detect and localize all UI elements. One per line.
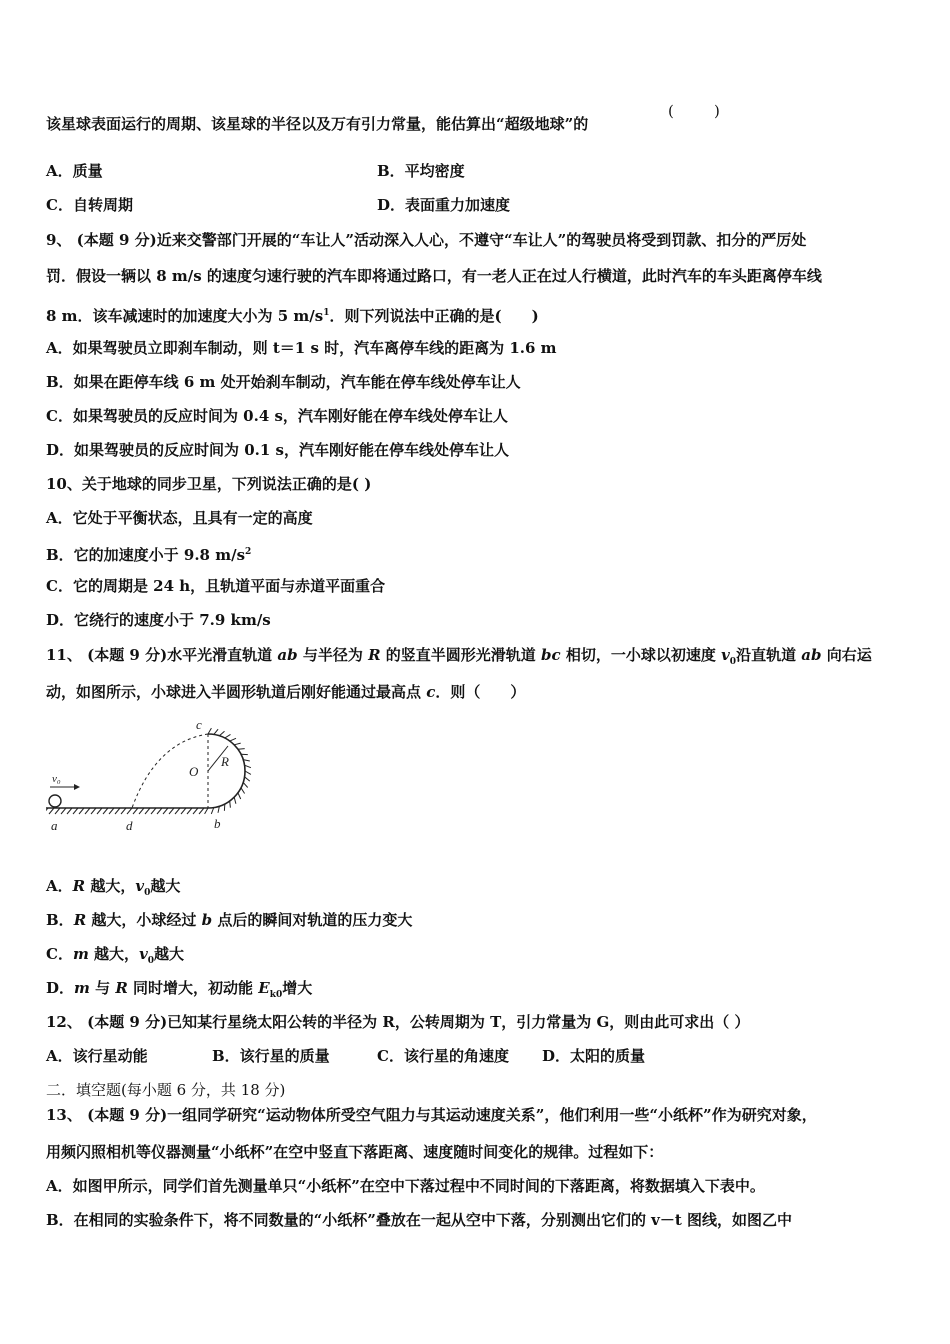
q9-line2: 罚．假设一辆以 8 m/s 的速度匀速行驶的汽车即将通过路口，有一老人正在过人行横道，此时汽车的车头距离停车线 xyxy=(46,267,822,285)
ball xyxy=(49,795,61,807)
label-b: b xyxy=(214,816,221,831)
q8-stem: 该星球表面运行的周期、该星球的半径以及万有引力常量，能估算出“超级地球”的 xyxy=(46,115,589,133)
q8-option-a: A．质量 xyxy=(46,162,103,180)
q13-line1: 13、 (本题 9 分)一组同学研究“运动物体所受空气阻力与其运动速度关系”，他们利用一些“小纸杯”作为研究对象， xyxy=(46,1106,817,1124)
hatch-mark xyxy=(175,808,180,814)
q9-line1: 9、 (本题 9 分)近来交警部门开展的“车让人”活动深入人心，不遵守“车让人”的驾驶员将受到罚款、扣分的严厉处 xyxy=(46,231,807,249)
hatch-mark xyxy=(193,808,198,814)
q10-option-b: B．它的加速度小于 9.8 $m/s^2$ xyxy=(46,546,252,564)
q8-paren-close: ) xyxy=(714,102,720,120)
hatch-mark xyxy=(55,808,60,814)
hatch-mark xyxy=(49,808,54,814)
hatch-mark xyxy=(127,808,132,814)
arc-hatch-mark xyxy=(208,728,211,734)
q11-line2: 动，如图所示，小球进入半圆形轨道后刚好能通过最高点 c．则（ ） xyxy=(46,683,526,701)
hatch-mark xyxy=(169,808,174,814)
q9-line3: 8 m．该车减速时的加速度大小为 5 $m/s^1$．则下列说法中正确的是( ) xyxy=(46,307,539,325)
q10-stem: 10、关于地球的同步卫星，下列说法正确的是( ) xyxy=(46,475,372,493)
arc-hatch-mark xyxy=(225,734,231,738)
label-c: c xyxy=(196,717,202,732)
q12-option-d: D．太阳的质量 xyxy=(542,1047,646,1065)
label-v0: v₀ xyxy=(52,773,61,785)
arc-hatch-mark xyxy=(241,788,245,794)
q12-option-a: A．该行星动能 xyxy=(46,1047,148,1065)
arc-hatch-mark xyxy=(245,777,250,781)
arc-hatching xyxy=(205,728,251,814)
hatch-mark xyxy=(97,808,102,814)
arc-hatch-mark xyxy=(243,782,248,787)
q8-paren-open: ( xyxy=(668,102,674,120)
hatch-mark xyxy=(121,808,126,814)
hatch-mark xyxy=(109,808,114,814)
hatch-mark xyxy=(46,808,48,814)
q11-option-b: B．R 越大，小球经过 b 点后的瞬间对轨道的压力变大 xyxy=(46,911,413,929)
ground-hatching xyxy=(46,808,204,814)
arrow-head-icon xyxy=(74,784,80,790)
q10-option-d: D．它绕行的速度小于 7.9 km/s xyxy=(46,611,271,629)
arc-hatch-mark xyxy=(238,749,245,750)
hatch-mark xyxy=(187,808,192,814)
q9-option-a: A．如果驾驶员立即刹车制动，则 t＝1 s 时，汽车离停车线的距离为 1.6 m xyxy=(46,339,557,357)
hatch-mark xyxy=(181,808,186,814)
q12-option-c: C．该行星的角速度 xyxy=(377,1047,509,1065)
q9-option-c: C．如果驾驶员的反应时间为 0.4 s，汽车刚好能在停车线处停车让人 xyxy=(46,407,508,425)
hatch-mark xyxy=(79,808,84,814)
arc-hatch-mark xyxy=(230,738,236,741)
q11-line1: 11、 (本题 9 分)水平光滑直轨道 ab 与半径为 R 的竖直半圆形光滑轨道 bc 相切，一小球以初速度 $v_0$沿直轨道 ab 向右运 xyxy=(46,646,872,667)
semicircle-track-figure xyxy=(46,712,256,836)
hatch-mark xyxy=(157,808,162,814)
hatch-mark xyxy=(163,808,168,814)
section-2-heading: 二．填空题(每小题 6 分，共 18 分) xyxy=(46,1081,286,1099)
q8-option-d: D．表面重力加速度 xyxy=(377,196,511,214)
arc-hatch-mark xyxy=(245,771,251,774)
hatch-mark xyxy=(151,808,156,814)
hatch-mark xyxy=(139,808,144,814)
hatch-mark xyxy=(145,808,150,814)
label-o: O xyxy=(189,764,199,779)
q10-option-a: A．它处于平衡状态，且具有一定的高度 xyxy=(46,509,313,527)
label-d: d xyxy=(126,818,133,833)
hatch-mark xyxy=(67,808,72,814)
q13-step-a: A．如图甲所示，同学们首先测量单只“小纸杯”在空中下落过程中不同时间的下落距离，将数据填入下表中。 xyxy=(46,1177,765,1195)
arc-hatch-mark xyxy=(214,729,218,734)
q8-option-b: B．平均密度 xyxy=(377,162,465,180)
q12-stem: 12、 (本题 9 分)已知某行星绕太阳公转的半径为 R，公转周期为 T，引力常量为 G，则由此可求出（ ） xyxy=(46,1013,750,1031)
q11-option-a: A．R 越大，$v_0$越大 xyxy=(46,877,181,898)
q10-option-c: C．它的周期是 24 h，且轨道平面与赤道平面重合 xyxy=(46,577,386,595)
label-a: a xyxy=(51,818,58,833)
arc-hatch-mark xyxy=(219,731,224,736)
label-r: R xyxy=(221,754,229,769)
q8-option-c: C．自转周期 xyxy=(46,196,133,214)
hatch-mark xyxy=(199,808,204,814)
q13-step-b: B．在相同的实验条件下，将不同数量的“小纸杯”叠放在一起从空中下落，分别测出它们的 v－t 图线，如图乙中 xyxy=(46,1211,793,1229)
hatch-mark xyxy=(115,808,120,814)
hatch-mark xyxy=(103,808,108,814)
q11-option-d: D．m 与 R 同时增大，初动能 $E_{k0}$增大 xyxy=(46,979,313,1000)
q11-option-c: C．m 越大，$v_0$越大 xyxy=(46,945,185,966)
q13-line2: 用频闪照相机等仪器测量“小纸杯”在空中竖直下落距离、速度随时间变化的规律。过程如下： xyxy=(46,1143,664,1161)
hatch-mark xyxy=(85,808,90,814)
q9-option-b: B．如果在距停车线 6 m 处开始刹车制动，汽车能在停车线处停车让人 xyxy=(46,373,521,391)
hatch-mark xyxy=(61,808,66,814)
q12-option-b: B．该行星的质量 xyxy=(212,1047,330,1065)
hatch-mark xyxy=(133,808,138,814)
arc-hatch-mark xyxy=(230,801,231,808)
hatch-mark xyxy=(91,808,96,814)
arc-hatch-mark xyxy=(205,808,208,814)
arc-hatch-mark xyxy=(238,793,241,799)
arc-hatch-mark xyxy=(234,743,241,745)
hatch-mark xyxy=(73,808,78,814)
q9-option-d: D．如果驾驶员的反应时间为 0.1 s，汽车刚好能在停车线处停车让人 xyxy=(46,441,509,459)
arc-hatch-mark xyxy=(234,797,236,804)
